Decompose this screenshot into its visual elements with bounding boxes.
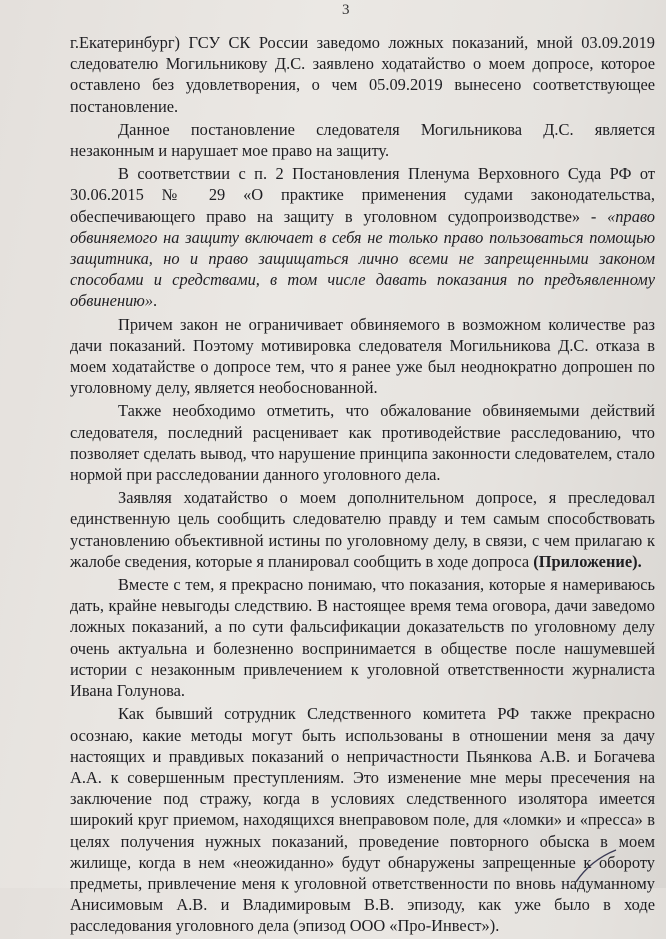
paragraph-2: Данное постановление следователя Могильникова Д.С. является незаконным и нарушает мое право на защиту.	[70, 119, 655, 161]
paragraph-8: Как бывший сотрудник Следственного комитета РФ также прекрасно осознаю, какие методы могут быть использованы в отношении меня за дачу настоящих и правдивых показаний о непричастности Пьянкова А.В. и Богачева А.А. к совершенным преступлениям. Это изменение мне меры пресечения на заключение под стражу, когда в условиях следственного изолятора имеется широкий круг приемом, находящихся внеправовом поле, для «ломки» и «пресса» в целях получения нужных показаний, проведение повторного обыска в моем жилище, когда в нем «неожиданно» будут обнаружены запрещенные к обороту предметы, привлечение меня к уголовной ответственности по вновь надуманному Анисимовым А.В. и Владимировым В.В. эпизоду, как уже было в ходе расследования уголовного дела (эпизод ООО «Про-Инвест»).	[70, 704, 655, 936]
paragraph-1: г.Екатеринбург) ГСУ СК России заведомо ложных показаний, мной 03.09.2019 следователю Могильникову Д.С. заявлено ходатайство о моем допросе, которое оставлено без удовлетворения, о чем 05.09.2019 вынесено соответствующее постановление.	[70, 33, 655, 116]
paragraph-3-quote: «право обвиняемого на защиту включает в себя не только право пользоваться помощью защитника, но и право защищаться лично всеми не запрещенными законом способами и средствами, в том числе давать показания по предъявленному обвинению»	[70, 206, 655, 311]
paragraph-5: Также необходимо отметить, что обжалование обвиняемыми действий следователя, последний расценивает как противодействие расследованию, что позволяет сделать вывод, что нарушение принципа законности следователем, стало нормой при расследовании данного уголовного дела.	[70, 401, 655, 485]
paragraph-3	[70, 163, 655, 311]
appendix-reference: (Приложение).	[533, 551, 642, 571]
paragraph-3-plain: В соответствии с п. 2 Постановления Пленума Верховного Суда РФ от 30.06.2015 № 29 «О практике применения судами законодательства, обеспечивающего право на защиту в уголовном судопроизводстве» -	[70, 164, 655, 226]
paragraph-4: Причем закон не ограничивает обвиняемого в возможном количестве раз дачи показаний. Поэтому мотивировка следователя Могильникова Д.С. отказа в моем ходатайстве о допросе тем, что я ранее уже был неоднократно допрошен по уголовному делу, является необоснованной.	[70, 314, 655, 398]
paragraph-6-plain: Заявляя ходатайство о моем дополнительном допросе, я преследовал единственную цель сообщить следователю правду и тем самым способствовать установлению объективной истины по уголовному делу, в связи, с чем прилагаю к жалобе сведения, которые я планировал сообщить в ходе допроса	[70, 488, 655, 571]
paragraph-3-end: .	[153, 291, 158, 311]
paragraph-6	[70, 487, 655, 572]
pen-mark-icon	[566, 848, 626, 884]
page-number: 3	[342, 2, 350, 18]
document-body	[70, 32, 655, 939]
paragraph-7: Вместе с тем, я прекрасно понимаю, что показания, которые я намериваюсь дать, крайне невыгоды следствию. В настоящее время тема оговора, дачи заведомо ложных показаний, а по сути фальсификации доказательств по уголовному делу очень актуальна и болезненно воспринимается в обществе после нашумевшей истории с незаконным привлечением к уголовной ответственности журналиста Ивана Голунова.	[70, 575, 655, 701]
